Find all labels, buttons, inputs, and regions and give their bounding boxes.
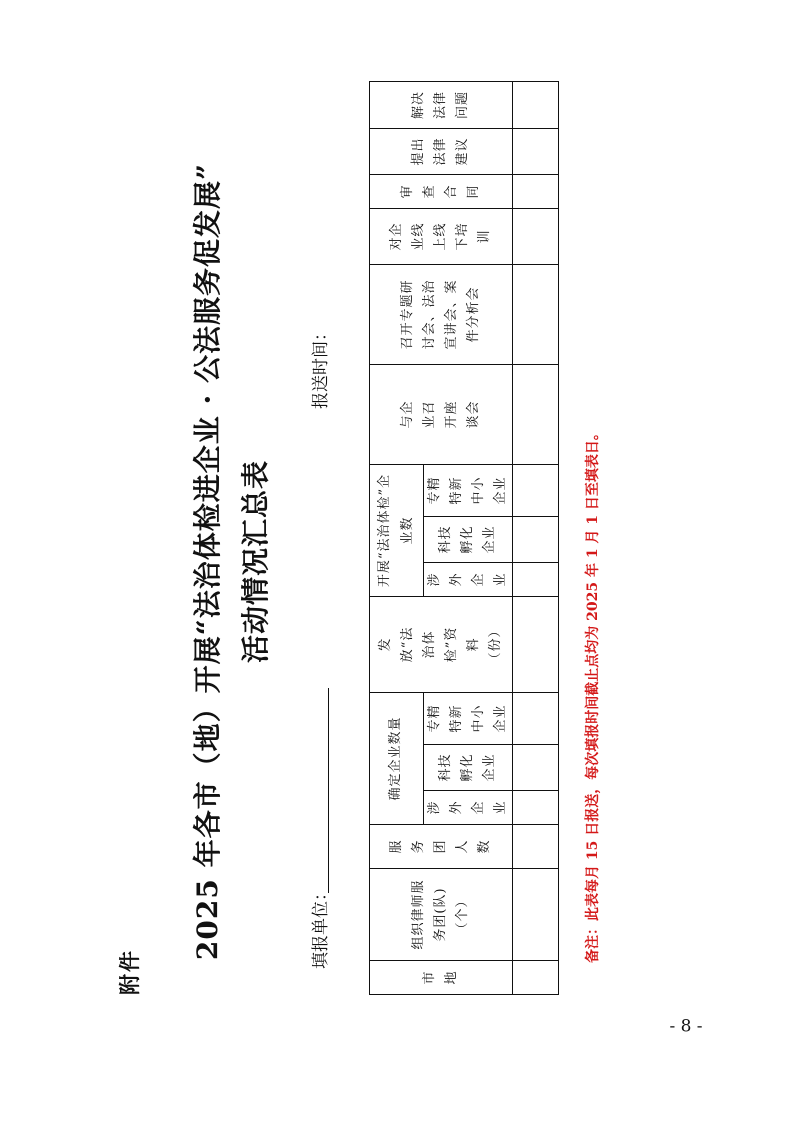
cell-suggestions[interactable] <box>513 129 559 175</box>
reporting-unit-label: 填报单位： <box>311 884 331 969</box>
cell-confirm-specialized[interactable] <box>513 693 559 745</box>
header-foreign-1: 涉外企业 <box>424 791 513 825</box>
footnote: 备注：此表每月 15 日报送，每次填报时间截止点均为 2025 年 1 月 1 日至填表日。 <box>585 426 601 963</box>
header-lawyer-teams: 组织律师服务团(队)（个） <box>370 869 513 961</box>
header-specialized-1: 专精特新中小企业 <box>424 693 513 745</box>
header-symposium: 与企业召开座谈会 <box>370 365 513 465</box>
cell-confirm-foreign[interactable] <box>513 791 559 825</box>
cell-solve-issues[interactable] <box>513 82 559 129</box>
cell-contracts[interactable] <box>513 175 559 209</box>
cell-materials[interactable] <box>513 597 559 693</box>
cell-symposium[interactable] <box>513 365 559 465</box>
header-incubator-2: 科技孵化企业 <box>424 517 513 563</box>
header-contracts: 审查合同 <box>370 175 513 209</box>
reporting-unit-field-line[interactable] <box>328 688 329 893</box>
cell-city[interactable] <box>513 961 559 995</box>
header-incubator-1: 科技孵化企业 <box>424 745 513 791</box>
header-confirm-group: 确定企业数量 <box>370 693 424 825</box>
header-training: 对企业线上线下培训 <box>370 209 513 265</box>
cell-service-members[interactable] <box>513 825 559 869</box>
header-materials: 发放“法治体检”资料（份） <box>370 597 513 693</box>
header-city: 市地 <box>370 961 513 995</box>
title-line-1: 2025 年各市（地）开展“法治体检进企业 · 公法服务促发展” <box>191 162 224 961</box>
header-solve-issues: 解决法律问题 <box>370 82 513 129</box>
header-specialized-2: 专精特新中小企业 <box>424 465 513 517</box>
header-suggestions: 提出法律建议 <box>370 129 513 175</box>
cell-lawyer-teams[interactable] <box>513 869 559 961</box>
attachment-label: 附件 <box>118 949 142 995</box>
header-foreign-2: 涉外企业 <box>424 563 513 597</box>
header-row-1 <box>370 82 424 995</box>
header-service-members: 服务团人数 <box>370 825 513 869</box>
cell-checkup-foreign[interactable] <box>513 563 559 597</box>
cell-checkup-specialized[interactable] <box>513 465 559 517</box>
header-seminar: 召开专题研讨会、法治宣讲会、案件分析会 <box>370 265 513 365</box>
cell-seminar[interactable] <box>513 265 559 365</box>
cell-confirm-incubator[interactable] <box>513 745 559 791</box>
title-line-2: 活动情况汇总表 <box>239 460 272 664</box>
header-checkup-group: 开展“法治体检”企业数 <box>370 465 424 597</box>
data-row[interactable] <box>513 82 559 995</box>
page-number: - 8 - <box>669 1016 703 1037</box>
summary-table <box>369 81 559 995</box>
cell-training[interactable] <box>513 209 559 265</box>
cell-checkup-incubator[interactable] <box>513 517 559 563</box>
submission-time-label: 报送时间： <box>311 324 331 409</box>
